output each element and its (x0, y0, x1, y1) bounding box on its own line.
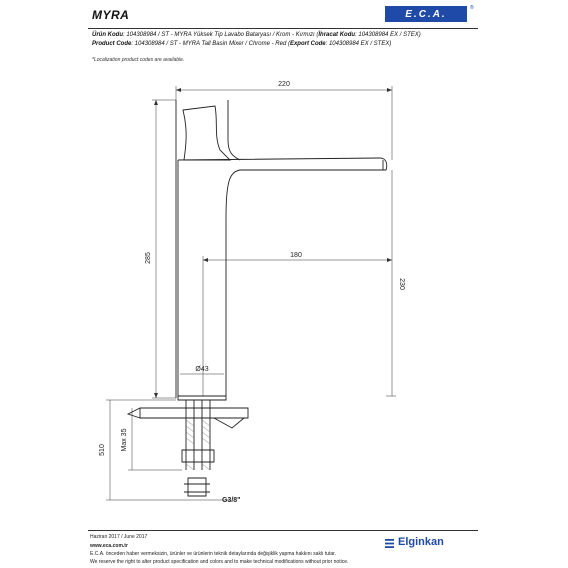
footer-disclaimer-tr: E.C.A. önceden haber vermeksizin, ürünler ve ürünlerin teknik detaylarında değişiklik yapma hakkını saklı tutar. (90, 551, 336, 557)
elginkan-logo-icon (385, 539, 394, 548)
footer-disclaimer-en: We reserve the right to alter product specification and colors and to make technical modifications without prior notice. (90, 559, 349, 565)
footer-website[interactable]: www.eca.com.tr (90, 543, 128, 549)
faucet-column (178, 160, 226, 396)
dim-510: 510 (99, 444, 106, 456)
dim-230: 230 (398, 278, 405, 290)
mounting-shank (186, 400, 210, 470)
dim-220: 220 (278, 81, 290, 88)
localization-note: *Localization product codes are available. (92, 57, 185, 63)
countertop (128, 408, 248, 418)
dim-180: 180 (290, 252, 302, 259)
faucet-spout (178, 158, 387, 218)
faucet-base (178, 396, 226, 400)
dim-285: 285 (145, 252, 152, 264)
product-code-line: Product Code: 104308984 / ST - MYRA Tall Basin Mixer / Chrome - Red (Export Code: 104308984 EX / STEX) (92, 41, 392, 47)
dim-max-35: Max 35 (121, 428, 128, 452)
nut (182, 450, 214, 462)
hose-end (184, 478, 210, 496)
page-title: MYRA (92, 8, 130, 22)
footer-divider (88, 530, 478, 531)
dim-diameter-43: Ø43 (195, 366, 209, 373)
faucet-handle (183, 106, 230, 160)
urun-kodu-line: Ürün Kodu: 104308984 / ST - MYRA Yüksek Tip Lavabo Bataryası / Krom - Kırmızı (İhracat Kodu: 104308984 EX / STEX) (92, 32, 421, 38)
eca-logo: E.C.A. (385, 6, 467, 22)
dim-thread: G3/8" (222, 497, 241, 504)
footer-date: Haziran 2017 / June 2017 (90, 534, 148, 540)
brand-name: Elginkan (398, 536, 444, 548)
registered-mark: ® (470, 5, 474, 11)
